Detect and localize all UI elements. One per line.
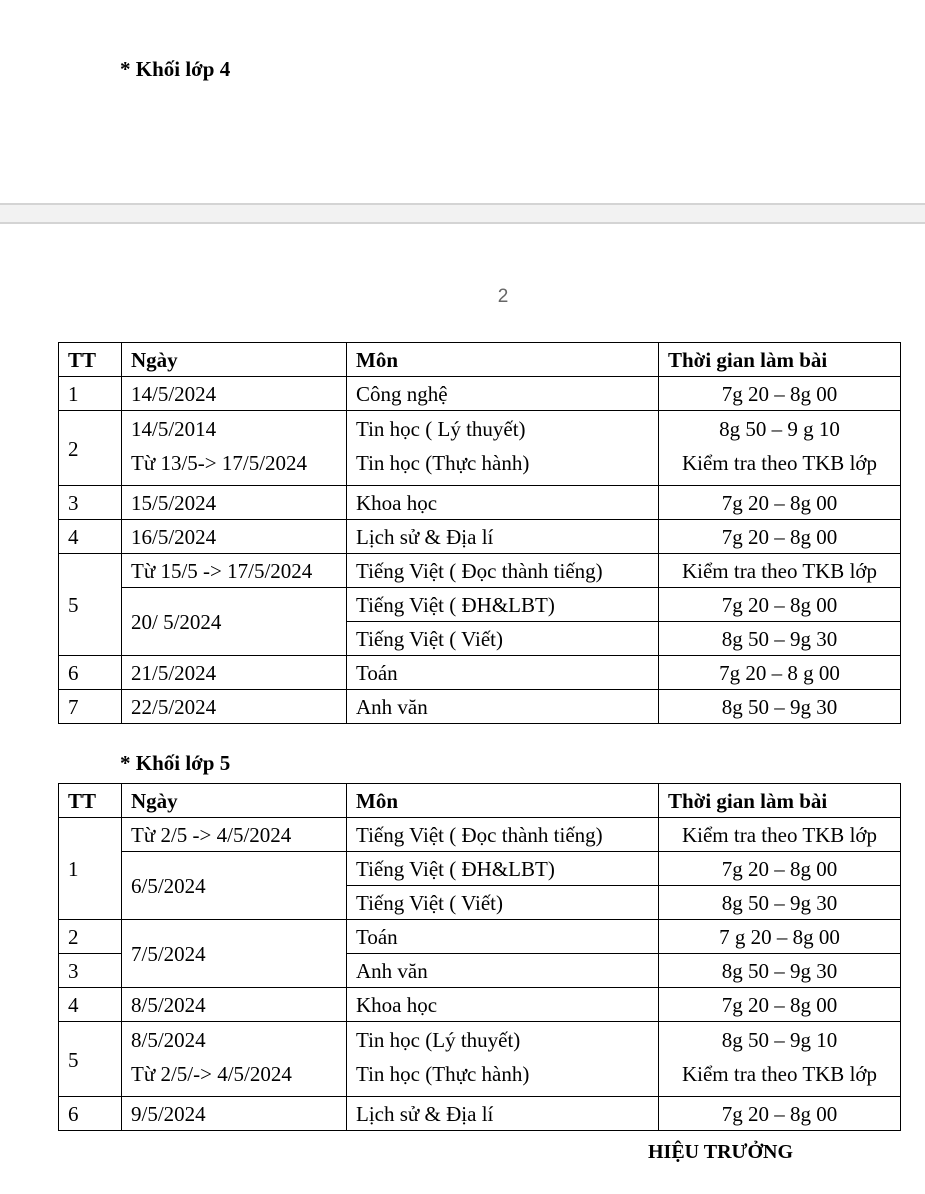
cell-line: 8g 50 – 9g 10: [721, 1028, 838, 1052]
grade5-schedule-table: [58, 783, 901, 1131]
cell-time: 8g 50 – 9g 30: [659, 954, 901, 988]
cell-tt: 4: [59, 520, 122, 554]
cell-subject: Anh văn: [347, 690, 659, 724]
header-time: Thời gian làm bài: [659, 784, 901, 818]
cell-subject: Khoa học: [347, 486, 659, 520]
cell-tt: 7: [59, 690, 122, 724]
cell-tt: 1: [59, 818, 122, 920]
cell-line: Tin học ( Lý thuyết): [356, 417, 526, 441]
cell-date: 16/5/2024: [122, 520, 347, 554]
cell-line: Từ 13/5-> 17/5/2024: [131, 451, 308, 475]
cell-date: 6/5/2024: [122, 852, 347, 920]
table-row: [59, 988, 901, 1022]
cell-time: [659, 411, 901, 486]
cell-tt: 2: [59, 920, 122, 954]
header-subject: Môn: [347, 343, 659, 377]
page-separator: [0, 203, 925, 224]
cell-subject: Tiếng Việt ( ĐH&LBT): [347, 588, 659, 622]
page-number: 2: [497, 286, 509, 307]
cell-line: 8g 50 – 9 g 10: [719, 417, 840, 441]
table-row: [59, 818, 901, 852]
header-date: Ngày: [122, 343, 347, 377]
cell-line: 8/5/2024: [131, 1028, 206, 1052]
table-row: [59, 852, 901, 886]
cell-subject: Tiếng Việt ( Viết): [347, 886, 659, 920]
cell-tt: 6: [59, 656, 122, 690]
table-row: [59, 1022, 901, 1097]
cell-subject: Toán: [347, 920, 659, 954]
cell-tt: 5: [59, 1022, 122, 1097]
cell-subject: [347, 411, 659, 486]
cell-date: [122, 411, 347, 486]
table-header-row: [59, 784, 901, 818]
cell-date: Từ 15/5 -> 17/5/2024: [122, 554, 347, 588]
header-time: Thời gian làm bài: [659, 343, 901, 377]
cell-line: Kiểm tra theo TKB lớp: [681, 1062, 878, 1086]
cell-subject: Tiếng Việt ( Đọc thành tiếng): [347, 554, 659, 588]
cell-subject: Khoa học: [347, 988, 659, 1022]
cell-time: 8g 50 – 9g 30: [659, 886, 901, 920]
cell-time: 7g 20 – 8 g 00: [659, 656, 901, 690]
cell-time: 7g 20 – 8g 00: [659, 520, 901, 554]
cell-date: 15/5/2024: [122, 486, 347, 520]
cell-line: Tin học (Thực hành): [356, 451, 530, 475]
table-row: [59, 656, 901, 690]
cell-subject: Anh văn: [347, 954, 659, 988]
cell-time: 7g 20 – 8g 00: [659, 852, 901, 886]
cell-date: 7/5/2024: [122, 920, 347, 988]
table-row: [59, 920, 901, 954]
cell-time: 7g 20 – 8g 00: [659, 486, 901, 520]
table-header-row: [59, 343, 901, 377]
cell-line: Kiểm tra theo TKB lớp: [681, 451, 878, 475]
table-row: [59, 1097, 901, 1131]
cell-line: 14/5/2014: [131, 417, 217, 441]
principal-signature-label: HIỆU TRƯỞNG: [648, 1141, 794, 1163]
cell-time: Kiểm tra theo TKB lớp: [659, 554, 901, 588]
cell-subject: Công nghệ: [347, 377, 659, 411]
cell-tt: 3: [59, 954, 122, 988]
cell-subject: Lịch sử & Địa lí: [347, 520, 659, 554]
cell-subject: Tiếng Việt ( ĐH&LBT): [347, 852, 659, 886]
cell-tt: 1: [59, 377, 122, 411]
cell-subject: Lịch sử & Địa lí: [347, 1097, 659, 1131]
cell-time: 8g 50 – 9g 30: [659, 690, 901, 724]
cell-date: 21/5/2024: [122, 656, 347, 690]
grade5-heading: * Khối lớp 5: [120, 751, 231, 775]
cell-date: 9/5/2024: [122, 1097, 347, 1131]
cell-line: Tin học (Lý thuyết): [356, 1028, 521, 1052]
cell-date: [122, 1022, 347, 1097]
header-tt: TT: [59, 784, 122, 818]
cell-date: 14/5/2024: [122, 377, 347, 411]
cell-time: 7g 20 – 8g 00: [659, 377, 901, 411]
header-tt: TT: [59, 343, 122, 377]
cell-line: Tin học (Thực hành): [356, 1062, 530, 1086]
cell-time: 8g 50 – 9g 30: [659, 622, 901, 656]
cell-tt: 4: [59, 988, 122, 1022]
cell-tt: 5: [59, 554, 122, 656]
cell-time: [659, 1022, 901, 1097]
cell-time: Kiểm tra theo TKB lớp: [659, 818, 901, 852]
cell-tt: 2: [59, 411, 122, 486]
table-row: [59, 588, 901, 622]
cell-time: 7 g 20 – 8g 00: [659, 920, 901, 954]
cell-time: 7g 20 – 8g 00: [659, 1097, 901, 1131]
cell-time: 7g 20 – 8g 00: [659, 988, 901, 1022]
table-row: [59, 486, 901, 520]
cell-time: 7g 20 – 8g 00: [659, 588, 901, 622]
cell-subject: [347, 1022, 659, 1097]
cell-date: Từ 2/5 -> 4/5/2024: [122, 818, 347, 852]
table-row: [59, 377, 901, 411]
cell-tt: 6: [59, 1097, 122, 1131]
table-row: [59, 690, 901, 724]
header-subject: Môn: [347, 784, 659, 818]
cell-date: 20/ 5/2024: [122, 588, 347, 656]
table-row: [59, 411, 901, 486]
cell-line: Từ 2/5/-> 4/5/2024: [131, 1062, 292, 1086]
grade4-schedule-table: [58, 342, 901, 724]
header-date: Ngày: [122, 784, 347, 818]
cell-date: 22/5/2024: [122, 690, 347, 724]
cell-date: 8/5/2024: [122, 988, 347, 1022]
cell-subject: Tiếng Việt ( Viết): [347, 622, 659, 656]
table-row: [59, 554, 901, 588]
cell-subject: Toán: [347, 656, 659, 690]
grade4-heading: * Khối lớp 4: [120, 57, 231, 81]
table-row: [59, 520, 901, 554]
cell-tt: 3: [59, 486, 122, 520]
cell-subject: Tiếng Việt ( Đọc thành tiếng): [347, 818, 659, 852]
